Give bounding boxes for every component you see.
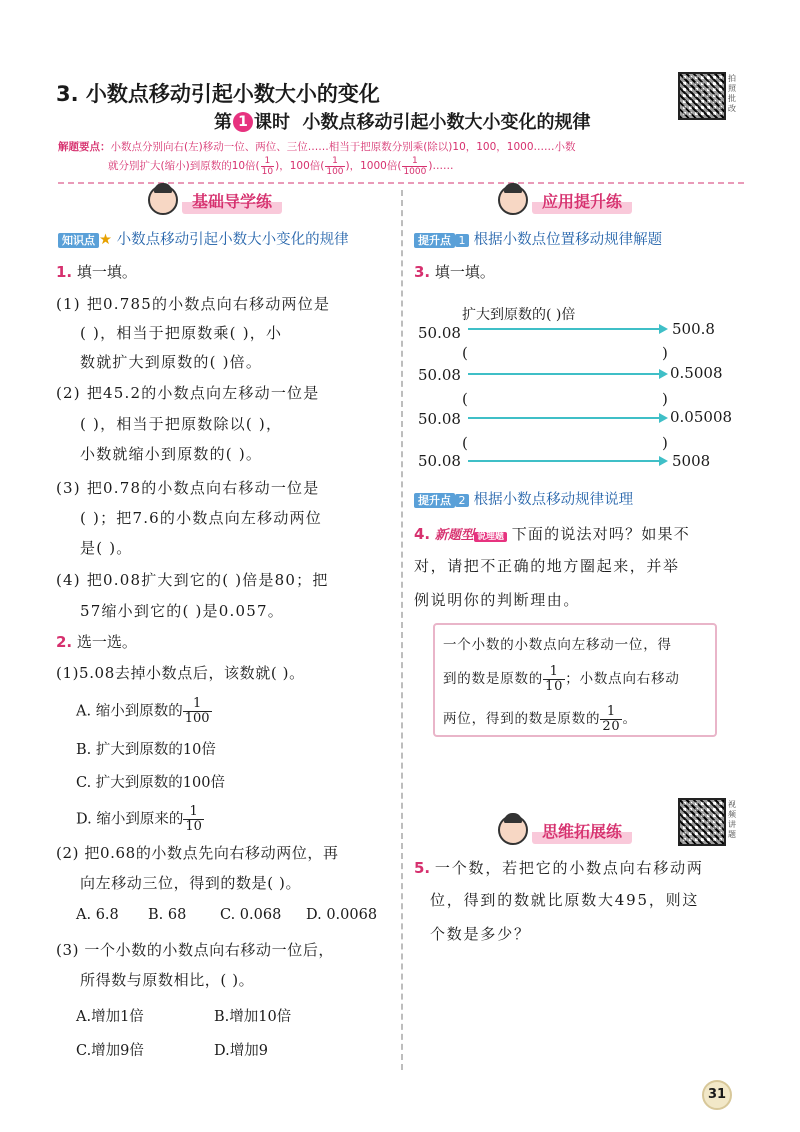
improvement-point-1: 提升点 1 根据小数点位置移动规律解题 <box>414 228 662 249</box>
q2-sub3-option: D.增加9 <box>214 1043 268 1059</box>
chapter-title: 3. 小数点移动引起小数大小的变化 <box>56 82 380 106</box>
knowledge-point-text: 小数点移动引起小数大小变化的规律 <box>116 232 349 248</box>
answer-bracket-open: ( <box>462 344 468 362</box>
lesson-suffix: 课时 <box>254 112 290 133</box>
mascot-icon <box>148 185 178 215</box>
arrow-icon <box>468 373 666 375</box>
q1-line: (3) 把0.78的小数点向右移动一位是 <box>56 479 320 497</box>
arrow-icon <box>468 328 666 330</box>
mascot-icon <box>498 815 528 845</box>
q2-sub2-line1: (2) 把0.68的小数点先向右移动两位，再 <box>56 844 339 862</box>
q1-line: 是( )。 <box>80 539 133 557</box>
q1-line: ( )；把7.6的小数点向左移动两位 <box>80 509 322 527</box>
banner-application-practice: 应用提升练 <box>498 186 632 214</box>
q1-line: (2) 把45.2的小数点向左移动一位是 <box>56 384 320 402</box>
question-4-line1: 4. 新题型 说理题 下面的说法对吗？如果不 <box>414 525 690 543</box>
q2-sub3-option: B.增加10倍 <box>214 1009 292 1025</box>
q2-option-d: D. 缩小到原来的 $\frac{1}{10}$ <box>76 804 202 834</box>
question-5-line1: 5. 一个数，若把它的小数点向右移动两 <box>414 859 704 877</box>
row-end-number: 500.8 <box>672 320 715 338</box>
claim-line3: 两位，得到的数是原数的 $\frac{1}{20}$ 。 <box>443 704 637 734</box>
row-start-number: 50.08 <box>418 366 461 384</box>
q2-option-b: B. 扩大到原数的10倍 <box>76 742 216 758</box>
improvement-point-2: 提升点 2 根据小数点移动规律说理 <box>414 488 633 509</box>
claim-line1: 一个小数的小数点向左移动一位，得 <box>443 637 672 653</box>
key-points-box <box>58 136 744 184</box>
row-start-number: 50.08 <box>418 452 461 470</box>
q2-sub2-line2: 向左移动三位，得到的数是( )。 <box>80 874 302 892</box>
question-5-line3: 个数是多少？ <box>430 925 531 943</box>
banner-thinking-extension: 思维拓展练 <box>498 816 632 844</box>
lesson-title <box>214 108 591 134</box>
qr-code-icon[interactable] <box>678 798 726 846</box>
qr-code-icon[interactable] <box>678 72 726 120</box>
q2-sub3-option: C.增加9倍 <box>76 1043 144 1059</box>
qr-label-video: 视频讲题 <box>728 800 736 839</box>
lesson-number: 1 <box>233 112 253 132</box>
question-1-title: 1. 填一填。 <box>56 263 137 281</box>
row-end-number: 0.5008 <box>670 364 723 382</box>
q1-line: 57缩小到它的( )是0.057。 <box>80 602 284 620</box>
question-4-line3: 例说明你的判断理由。 <box>414 591 581 609</box>
q1-line: ( )，相当于把原数除以( )， <box>80 415 283 433</box>
key-points-title: 解题要点： <box>58 141 111 153</box>
question-3-title: 3. 填一填。 <box>414 263 495 281</box>
knowledge-point-tag: 知识点 <box>58 233 99 248</box>
q2-sub2-option: B. 68 <box>148 907 187 923</box>
q2-sub2-option: C. 0.068 <box>220 907 282 923</box>
key-points-line2: 就分别扩大(缩小)到原数的10倍( $\frac{1}{10}$ )，100倍( $\frac{1}{100}$ )，1000倍( $\frac{1}{1000}$ )…… <box>108 155 454 177</box>
q2-sub3-line1: (3) 一个小数的小数点向右移动一位后， <box>56 941 335 959</box>
row-end-number: 0.05008 <box>670 408 733 426</box>
banner-basic-practice: 基础导学练 <box>148 186 282 214</box>
q2-option-c: C. 扩大到原数的100倍 <box>76 775 225 791</box>
new-question-type-tag: 新题型 说理题 <box>435 528 507 543</box>
scale-label: 扩大到原数的( )倍 <box>462 307 576 323</box>
arrow-icon <box>468 417 666 419</box>
claim-box <box>433 623 717 737</box>
lesson-name: 小数点移动引起小数大小变化的规律 <box>302 112 591 133</box>
q2-sub2-option: A. 6.8 <box>76 907 119 923</box>
q1-line: (4) 把0.08扩大到它的( )倍是80；把 <box>56 571 329 589</box>
page-number: 31 <box>702 1080 732 1110</box>
answer-bracket-close: ) <box>662 434 668 452</box>
question-4-line2: 对，请把不正确的地方圈起来，并举 <box>414 557 680 575</box>
q1-line: ( )，相当于把原数乘( )，小 <box>80 324 283 342</box>
knowledge-point <box>58 228 349 249</box>
column-divider <box>401 190 403 1070</box>
row-start-number: 50.08 <box>418 324 461 342</box>
key-points-line1: 解题要点：小数点分别向右(左)移动一位、两位、三位……相当于把原数分别乘(除以)10，100，1000……小数 <box>58 141 576 153</box>
q1-line: (1) 把0.785的小数点向右移动两位是 <box>56 295 331 313</box>
q2-sub2-option: D. 0.0068 <box>306 907 378 923</box>
q2-sub1: (1)5.08去掉小数点后，该数就( )。 <box>56 664 305 682</box>
star-icon: ★ <box>99 232 112 248</box>
number-line-box <box>414 298 733 474</box>
q2-sub3-line2: 所得数与原数相比，( )。 <box>80 971 255 989</box>
answer-bracket-close: ) <box>662 390 668 408</box>
question-5-line2: 位，得到的数就比原数大495，则这 <box>430 891 700 909</box>
q1-line: 小数就缩小到原数的( )。 <box>80 445 263 463</box>
mascot-icon <box>498 185 528 215</box>
claim-line2: 到的数是原数的 $\frac{1}{10}$ ；小数点向右移动 <box>443 664 680 694</box>
row-start-number: 50.08 <box>418 410 461 428</box>
q1-line: 数就扩大到原数的( )倍。 <box>80 353 263 371</box>
arrow-icon <box>468 460 666 462</box>
answer-bracket-close: ) <box>662 344 668 362</box>
lesson-prefix: 第 <box>214 112 232 133</box>
answer-bracket-open: ( <box>462 390 468 408</box>
q2-option-a: A. 缩小到原数的 $\frac{1}{100}$ <box>76 696 210 726</box>
answer-bracket-open: ( <box>462 434 468 452</box>
question-2-title: 2. 选一选。 <box>56 633 137 651</box>
qr-label-grading: 拍照批改 <box>728 74 736 113</box>
row-end-number: 5008 <box>672 452 711 470</box>
q2-sub3-option: A.增加1倍 <box>76 1009 144 1025</box>
